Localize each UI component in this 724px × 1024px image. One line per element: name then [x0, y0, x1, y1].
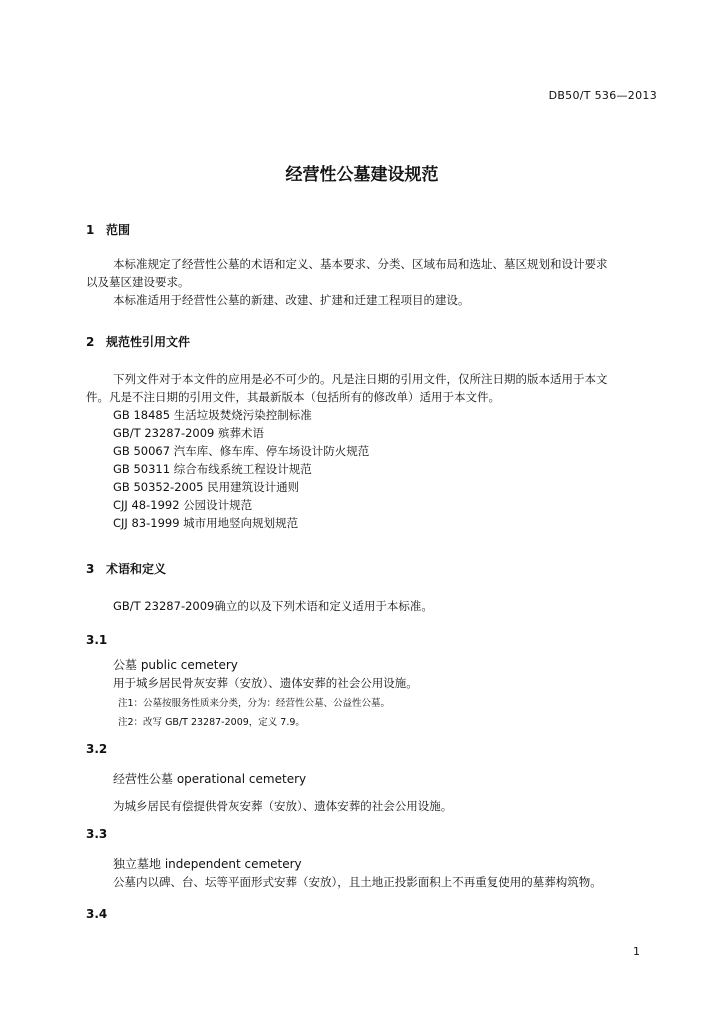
term-number: 3.4	[86, 907, 108, 921]
standard-code: DB50/T 536—2013	[548, 89, 657, 102]
reference-item: GB 50352-2005 民用建筑设计通则	[113, 480, 300, 494]
section-title: 范围	[106, 223, 131, 237]
section-number: 3	[86, 562, 95, 576]
term-name: 公墓 public cemetery	[113, 658, 238, 672]
section-number: 1	[86, 223, 95, 237]
reference-item: GB/T 23287-2009 殡葬术语	[113, 426, 265, 440]
reference-item: GB 50311 综合布线系统工程设计规范	[113, 462, 312, 476]
paragraph-line: 件。凡是不注日期的引用文件，其最新版本（包括所有的修改单）适用于本文件。	[86, 390, 500, 404]
section-2-heading	[86, 333, 190, 350]
paragraph-line: GB/T 23287-2009确立的以及下列术语和定义适用于本标准。	[113, 599, 433, 613]
term-name: 经营性公墓 operational cemetery	[113, 772, 307, 786]
reference-item: CJJ 48-1992 公园设计规范	[113, 498, 253, 512]
document-title: 经营性公墓建设规范	[285, 165, 439, 185]
paragraph-line: 本标准规定了经营性公墓的术语和定义、基本要求、分类、区域布局和选址、墓区规划和设计要求	[113, 257, 608, 271]
term-note: 注2：改写 GB/T 23287-2009，定义 7.9。	[118, 717, 305, 728]
reference-item: CJJ 83-1999 城市用地竖向规划规范	[113, 516, 299, 530]
term-number: 3.3	[86, 827, 108, 841]
term-definition: 为城乡居民有偿提供骨灰安葬（安放）、遗体安葬的社会公用设施。	[113, 799, 453, 813]
page-number: 1	[633, 945, 640, 958]
paragraph-line: 本标准适用于经营性公墓的新建、改建、扩建和迁建工程项目的建设。	[113, 293, 470, 307]
section-title: 术语和定义	[106, 562, 167, 576]
term-number: 3.1	[86, 633, 108, 647]
paragraph-line: 以及墓区建设要求。	[86, 275, 190, 289]
section-1-heading	[86, 221, 130, 238]
term-definition: 用于城乡居民骨灰安葬（安放）、遗体安葬的社会公用设施。	[113, 676, 418, 690]
reference-item: GB 50067 汽车库、修车库、停车场设计防火规范	[113, 444, 370, 458]
term-name: 独立墓地 independent cemetery	[113, 857, 302, 871]
reference-item: GB 18485 生活垃圾焚烧污染控制标准	[113, 408, 312, 422]
term-definition: 公墓内以碑、台、坛等平面形式安葬（安放），且土地正投影面积上不再重复使用的墓葬构筑物。	[113, 875, 602, 889]
section-3-heading	[86, 560, 166, 577]
term-note: 注1：公墓按服务性质来分类，分为：经营性公墓、公益性公墓。	[118, 698, 391, 709]
section-number: 2	[86, 335, 95, 349]
paragraph-line: 下列文件对于本文件的应用是必不可少的。凡是注日期的引用文件，仅所注日期的版本适用于本文	[113, 372, 608, 386]
term-number: 3.2	[86, 742, 108, 756]
section-title: 规范性引用文件	[106, 335, 191, 349]
